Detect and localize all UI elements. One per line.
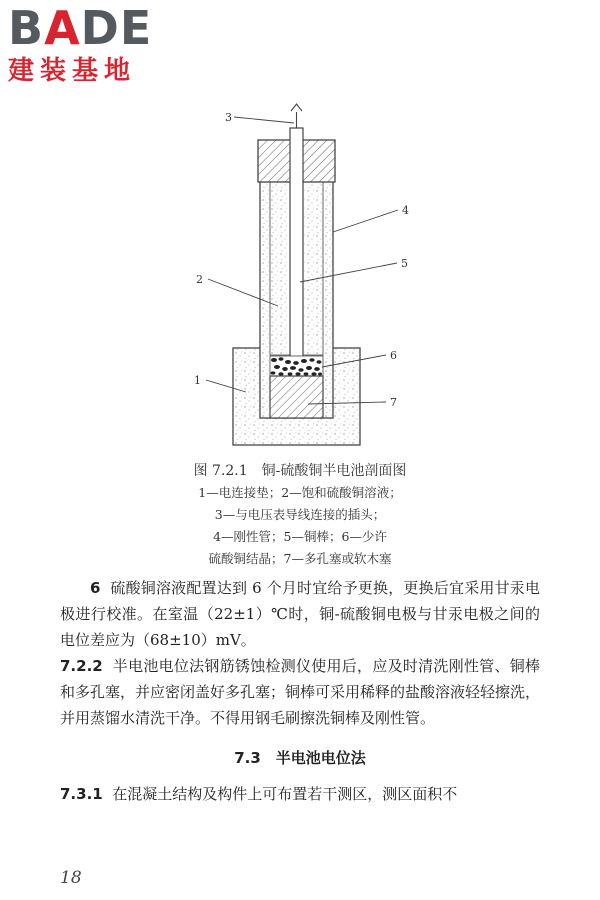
clause-7-3-1-text: 在混凝土结构及构件上可布置若干测区，测区面积不 [112, 785, 458, 803]
logo-wordmark: BADE [8, 1, 153, 55]
label-5: 5 [401, 257, 408, 270]
clause-7-2-2-text: 半电池电位法钢筋锈蚀检测仪使用后，应及时清洗刚性管、铜棒和多孔塞，并应密闭盖好多孔塞；铜棒可采用稀释的盐酸溶液轻轻擦洗，并用蒸馏水清洗干净。不得用钢毛刷擦洗铜棒及刚性管。 [60, 657, 541, 727]
item-6-number: 6 [90, 579, 101, 597]
item-6 [60, 575, 540, 653]
section-title: 7.3 半电池电位法 [234, 749, 366, 767]
caption-line: 3—与电压表导线连接的插头； [214, 507, 386, 522]
label-7: 7 [390, 396, 397, 409]
item-6-text: 硫酸铜溶液配置达到 6 个月时宜给予更换，更换后宜采用甘汞电极进行校准。在室温（22±1）℃时，铜-硫酸铜电极与甘汞电极之间的电位差应为（68±10）mV。 [60, 579, 540, 649]
copper-rod [290, 128, 303, 358]
body-text [60, 575, 540, 807]
label-4: 4 [402, 204, 409, 217]
porous-plug [270, 376, 323, 418]
caption-line: 硫酸铜结晶；7—多孔塞或软木塞 [208, 551, 392, 566]
clause-7-2-2-number: 7.2.2 [60, 657, 103, 675]
caption-line: 1—电连接垫；2—饱和硫酸铜溶液； [198, 485, 402, 500]
clause-7-3-1-number: 7.3.1 [60, 785, 103, 803]
clause-7-3-1 [60, 781, 540, 807]
page-number: 18 [60, 868, 82, 888]
figure-caption [0, 460, 600, 570]
label-2: 2 [196, 273, 203, 286]
copper-sulfate-crystals [270, 356, 323, 376]
logo-subtitle: 建装基地 [8, 56, 137, 86]
label-3: 3 [225, 111, 232, 124]
caption-line: 4—刚性管；5—铜棒；6—少许 [213, 529, 387, 544]
label-1: 1 [194, 374, 201, 387]
label-6: 6 [390, 349, 397, 362]
clause-7-2-2 [60, 653, 540, 731]
caption-title: 图 7.2.1 铜-硫酸铜半电池剖面图 [193, 463, 407, 479]
